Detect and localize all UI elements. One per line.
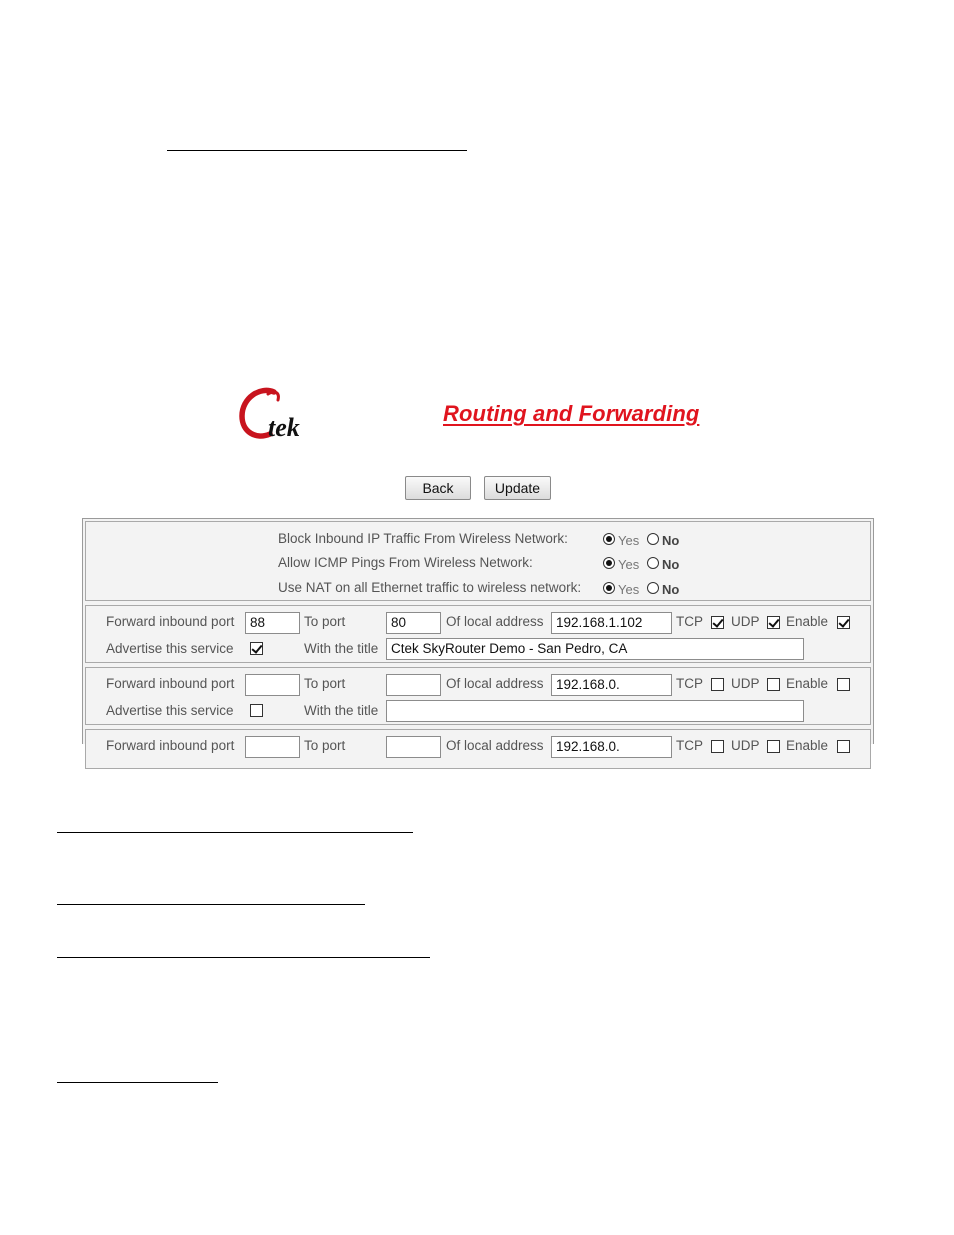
inbound-port-input[interactable] bbox=[245, 736, 300, 758]
local-address-label: Of local address bbox=[446, 614, 544, 629]
page-title: Routing and Forwarding bbox=[443, 401, 700, 426]
forward-rule bbox=[85, 605, 871, 663]
local-address-input[interactable]: 192.168.1.102 bbox=[551, 612, 672, 634]
radio-no-label: No bbox=[662, 533, 680, 548]
tcp-label: TCP bbox=[676, 738, 703, 753]
udp-checkbox[interactable] bbox=[767, 678, 780, 691]
service-title-input[interactable]: Ctek SkyRouter Demo - San Pedro, CA bbox=[386, 638, 804, 660]
local-address-input[interactable]: 192.168.0. bbox=[551, 674, 672, 696]
forward-inbound-port-label: Forward inbound port bbox=[106, 676, 235, 691]
inbound-port-input[interactable]: 88 bbox=[245, 612, 300, 634]
tcp-label: TCP bbox=[676, 676, 703, 691]
radio-yes-label: Yes bbox=[618, 557, 640, 572]
forward-rule bbox=[85, 667, 871, 725]
radio-yes[interactable] bbox=[603, 582, 615, 594]
underline-rule bbox=[57, 1082, 218, 1083]
tcp-checkbox[interactable] bbox=[711, 678, 724, 691]
to-port-label: To port bbox=[304, 614, 346, 629]
udp-label: UDP bbox=[731, 614, 760, 629]
update-button[interactable]: Update bbox=[484, 476, 551, 500]
option-label: Allow ICMP Pings From Wireless Network: bbox=[278, 555, 533, 570]
to-port-label: To port bbox=[304, 676, 346, 691]
udp-label: UDP bbox=[731, 738, 760, 753]
underline-rule bbox=[57, 832, 413, 833]
udp-checkbox[interactable] bbox=[767, 616, 780, 629]
ctek-logo bbox=[238, 384, 330, 446]
enable-label: Enable bbox=[786, 676, 829, 691]
enable-checkbox[interactable] bbox=[837, 616, 850, 629]
routing-panel bbox=[82, 518, 874, 754]
to-port-label: To port bbox=[304, 738, 346, 753]
forward-inbound-port-label: Forward inbound port bbox=[106, 738, 235, 753]
radio-no-label: No bbox=[662, 557, 680, 572]
local-address-input[interactable]: 192.168.0. bbox=[551, 736, 672, 758]
inbound-port-input[interactable] bbox=[245, 674, 300, 696]
radio-yes[interactable] bbox=[603, 533, 615, 545]
forward-rule bbox=[85, 729, 871, 769]
enable-checkbox[interactable] bbox=[837, 740, 850, 753]
svg-text:tek: tek bbox=[268, 413, 300, 442]
with-title-label: With the title bbox=[304, 703, 379, 718]
advertise-checkbox[interactable] bbox=[250, 642, 263, 655]
udp-checkbox[interactable] bbox=[767, 740, 780, 753]
radio-yes-label: Yes bbox=[618, 533, 640, 548]
option-label: Block Inbound IP Traffic From Wireless Network: bbox=[278, 531, 568, 546]
to-port-input[interactable] bbox=[386, 736, 441, 758]
radio-yes-label: Yes bbox=[618, 582, 640, 597]
underline-rule bbox=[57, 957, 430, 958]
radio-no-label: No bbox=[662, 582, 680, 597]
back-button[interactable]: Back bbox=[405, 476, 471, 500]
radio-no[interactable] bbox=[647, 533, 659, 545]
advertise-label: Advertise this service bbox=[106, 703, 234, 718]
local-address-label: Of local address bbox=[446, 738, 544, 753]
advertise-label: Advertise this service bbox=[106, 641, 234, 656]
tcp-checkbox[interactable] bbox=[711, 740, 724, 753]
radio-no[interactable] bbox=[647, 582, 659, 594]
global-options bbox=[85, 521, 871, 601]
local-address-label: Of local address bbox=[446, 676, 544, 691]
enable-checkbox[interactable] bbox=[837, 678, 850, 691]
enable-label: Enable bbox=[786, 738, 829, 753]
service-title-input[interactable] bbox=[386, 700, 804, 722]
to-port-input[interactable]: 80 bbox=[386, 612, 441, 634]
enable-label: Enable bbox=[786, 614, 829, 629]
udp-label: UDP bbox=[731, 676, 760, 691]
tcp-checkbox[interactable] bbox=[711, 616, 724, 629]
to-port-input[interactable] bbox=[386, 674, 441, 696]
underline-rule bbox=[167, 150, 467, 151]
radio-yes[interactable] bbox=[603, 557, 615, 569]
radio-no[interactable] bbox=[647, 557, 659, 569]
advertise-checkbox[interactable] bbox=[250, 704, 263, 717]
underline-rule bbox=[57, 904, 365, 905]
with-title-label: With the title bbox=[304, 641, 379, 656]
forward-inbound-port-label: Forward inbound port bbox=[106, 614, 235, 629]
option-label: Use NAT on all Ethernet traffic to wireless network: bbox=[278, 580, 582, 595]
tcp-label: TCP bbox=[676, 614, 703, 629]
